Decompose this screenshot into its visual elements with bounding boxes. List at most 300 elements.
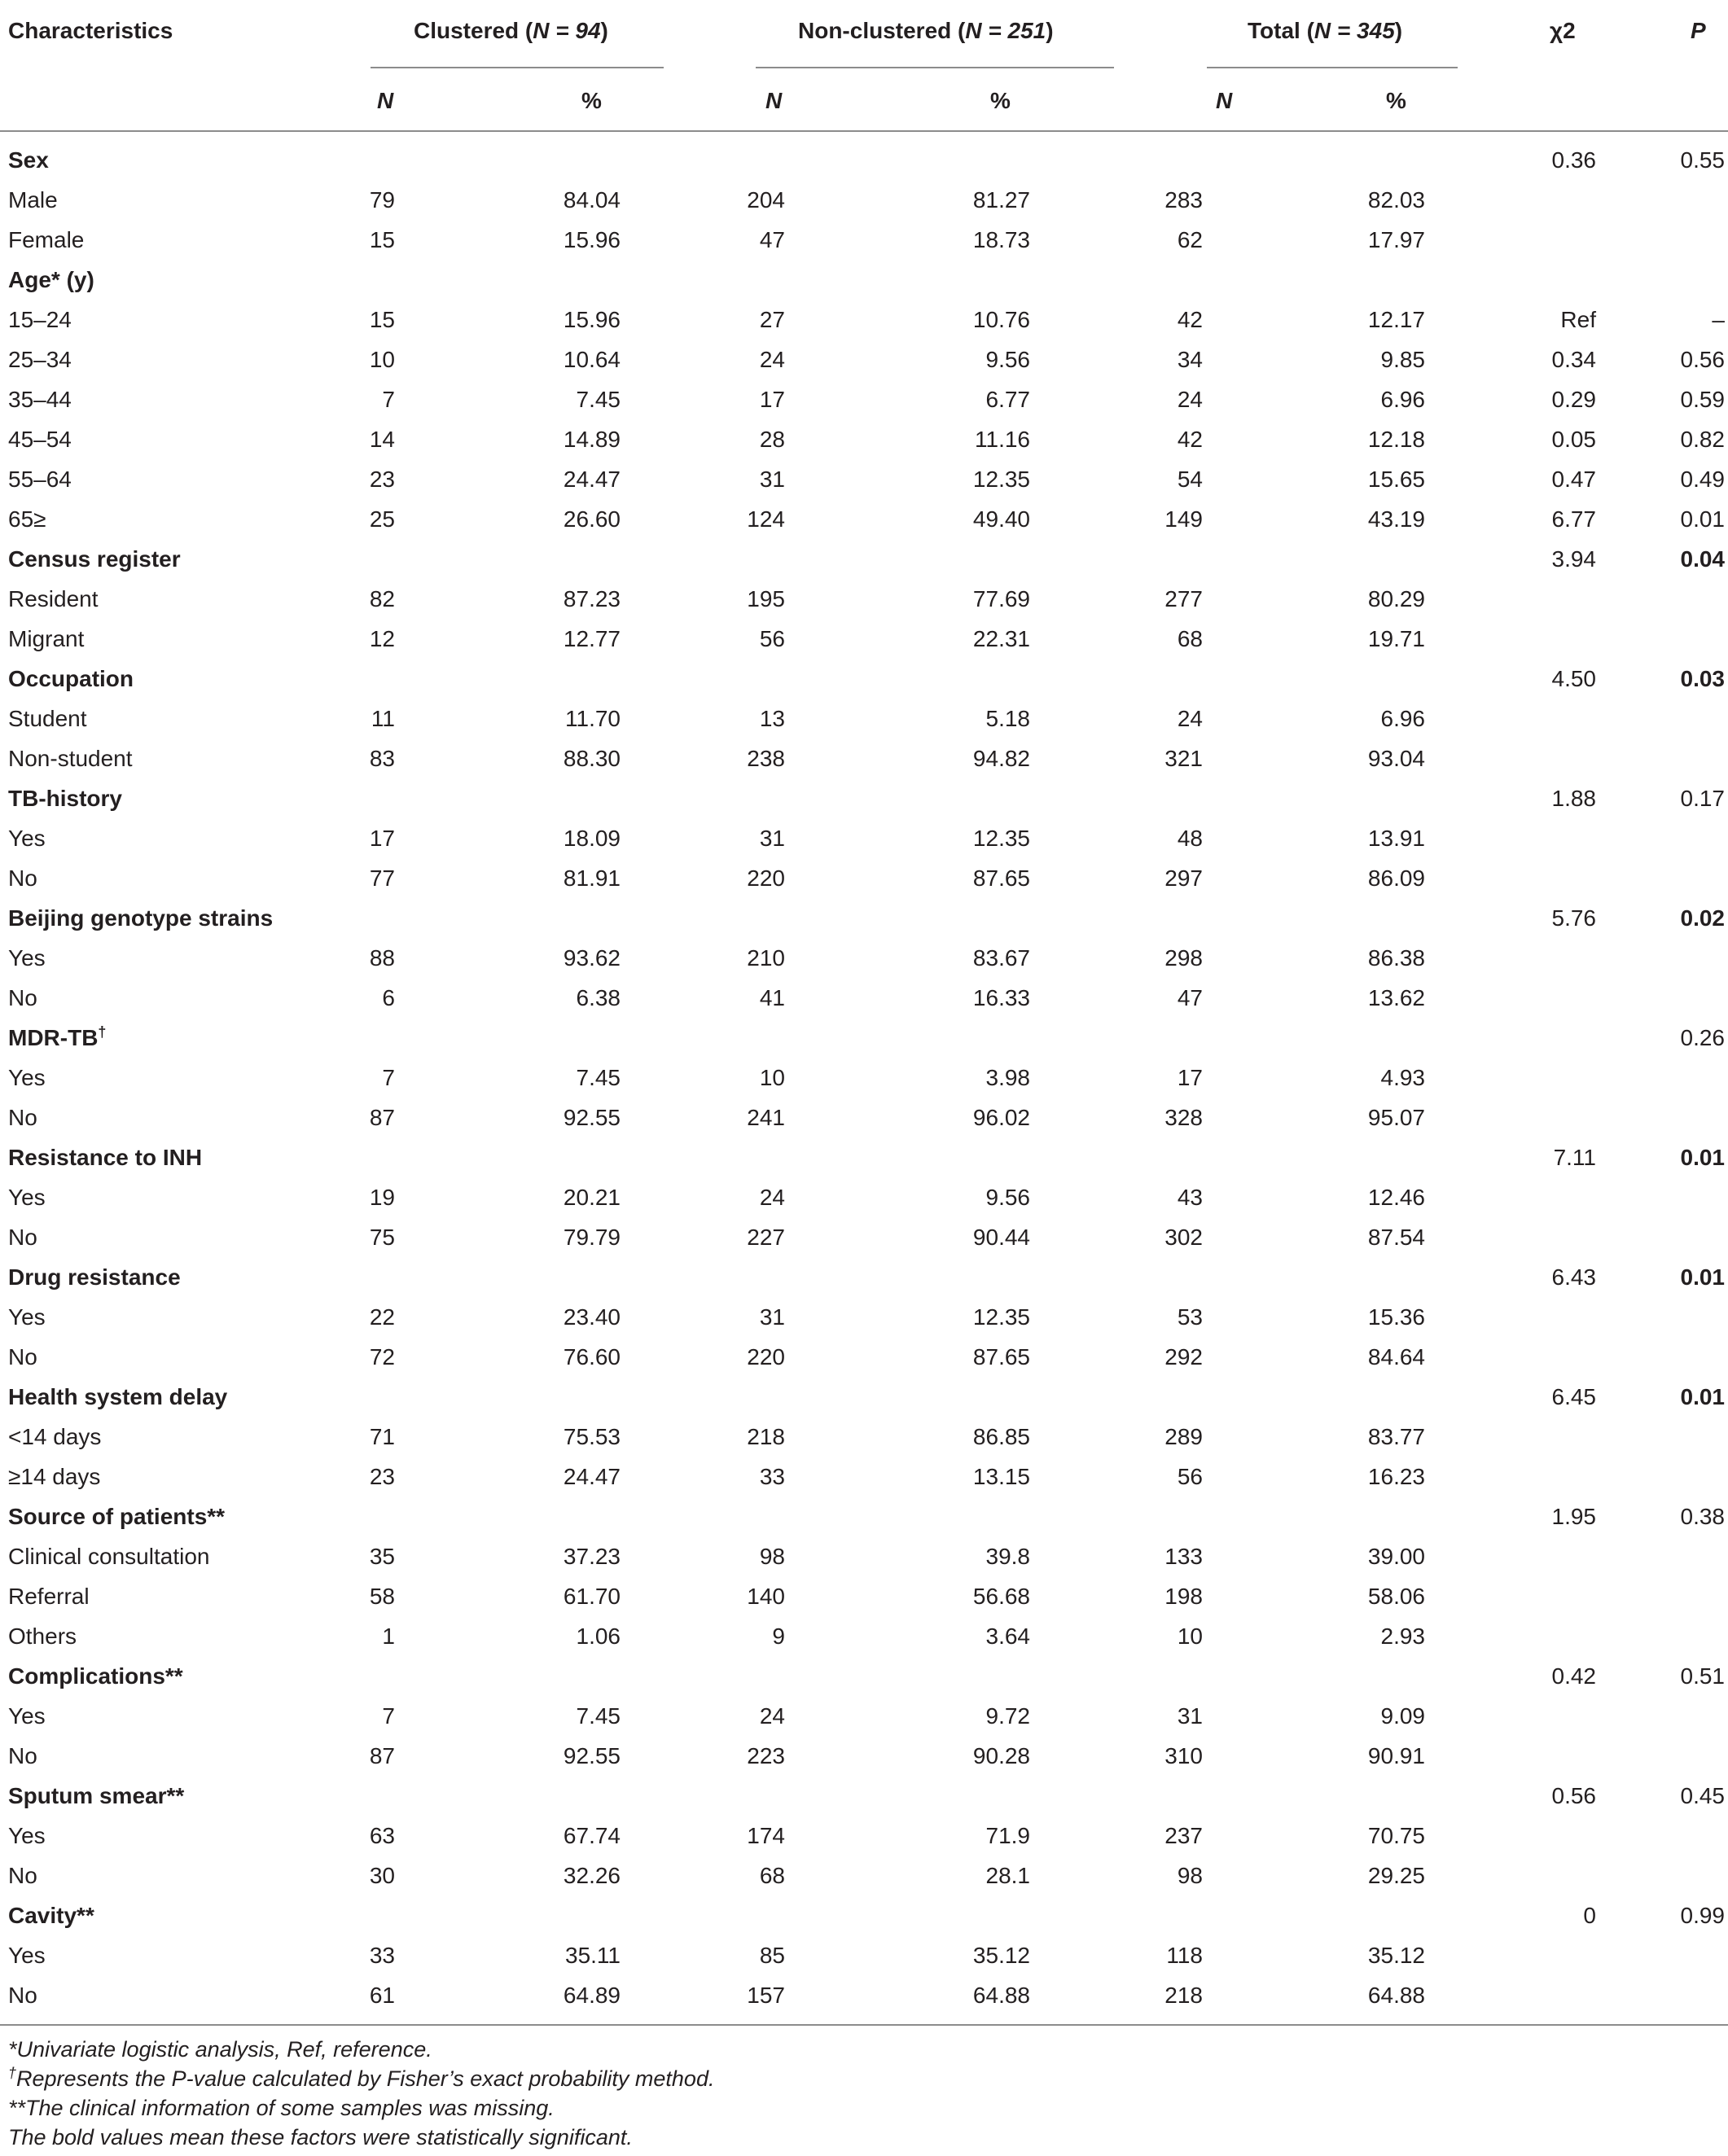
nonclustered-pct: 3.98 xyxy=(985,1065,1030,1090)
nonclustered-n: 24 xyxy=(759,347,785,372)
total-pct: 15.36 xyxy=(1367,1304,1425,1330)
nonclustered-n: 98 xyxy=(759,1544,785,1569)
total-pct: 82.03 xyxy=(1367,187,1425,213)
clustered-n: 15 xyxy=(369,307,395,332)
nonclustered-pct: 64.88 xyxy=(972,1983,1030,2008)
clustered-pct: 61.70 xyxy=(563,1584,621,1609)
table-row xyxy=(0,1696,1728,1736)
table-bottom-rule xyxy=(0,2024,1728,2026)
header-p xyxy=(1691,18,1706,44)
clustered-n: 35 xyxy=(369,1544,395,1569)
chi2-value: 0.42 xyxy=(1551,1663,1596,1689)
table-row xyxy=(0,619,1728,659)
nonclustered-pct: 3.64 xyxy=(985,1624,1030,1649)
total-n: 149 xyxy=(1164,506,1203,532)
total-n: 42 xyxy=(1177,427,1203,452)
nonclustered-pct: 16.33 xyxy=(972,985,1030,1010)
total-pct: 64.88 xyxy=(1367,1983,1425,2008)
nonclustered-n: 174 xyxy=(747,1823,785,1848)
header-nonclustered xyxy=(798,18,1054,44)
table-row xyxy=(0,738,1728,778)
nonclustered-pct: 11.16 xyxy=(975,427,1030,452)
table-row xyxy=(0,180,1728,220)
total-n: 68 xyxy=(1177,626,1203,651)
total-pct: 6.96 xyxy=(1380,706,1425,731)
nonclustered-pct: 90.28 xyxy=(972,1743,1030,1768)
clustered-pct: 64.89 xyxy=(563,1983,621,2008)
category-row xyxy=(0,659,1728,699)
p-value: 0.01 xyxy=(1680,1384,1725,1409)
total-pct: 13.62 xyxy=(1367,985,1425,1010)
total-pct: 86.09 xyxy=(1367,865,1425,891)
header-close-paren-2: ) xyxy=(1046,18,1054,43)
total-n: 56 xyxy=(1177,1464,1203,1489)
header-characteristics: Characteristics xyxy=(8,18,173,43)
nonclustered-pct: 83.67 xyxy=(972,945,1030,971)
total-pct: 87.54 xyxy=(1367,1225,1425,1250)
p-value: 0.49 xyxy=(1680,467,1725,492)
clustered-n: 7 xyxy=(382,387,395,412)
row-label: No xyxy=(8,1863,37,1888)
clustered-pct: 76.60 xyxy=(563,1344,621,1369)
clustered-pct: 1.06 xyxy=(576,1624,621,1649)
total-pct: 9.09 xyxy=(1380,1703,1425,1729)
table-row xyxy=(0,1297,1728,1337)
nonclustered-pct: 71.9 xyxy=(985,1823,1030,1848)
total-n: 321 xyxy=(1164,746,1203,771)
nonclustered-n: 33 xyxy=(759,1464,785,1489)
nonclustered-n: 56 xyxy=(759,626,785,651)
table-row xyxy=(0,1417,1728,1457)
total-n: 10 xyxy=(1177,1624,1203,1649)
nonclustered-n: 31 xyxy=(759,826,785,851)
p-value: 0.01 xyxy=(1680,1145,1725,1170)
nonclustered-n: 68 xyxy=(759,1863,785,1888)
total-pct: 2.93 xyxy=(1380,1624,1425,1649)
row-label: 35–44 xyxy=(8,387,72,412)
table-row xyxy=(0,938,1728,978)
clustered-pct: 7.45 xyxy=(576,1703,621,1729)
p-value: 0.01 xyxy=(1680,1264,1725,1290)
chi2-value: Ref xyxy=(1560,307,1596,332)
total-n: 62 xyxy=(1177,227,1203,252)
category-row xyxy=(0,1137,1728,1177)
header-nonclustered-n: N = 251 xyxy=(965,18,1046,43)
nonclustered-pct: 9.72 xyxy=(985,1703,1030,1729)
row-label: Drug resistance xyxy=(8,1264,181,1290)
chi2-value: 0.47 xyxy=(1551,467,1596,492)
nonclustered-pct: 49.40 xyxy=(972,506,1030,532)
row-label: Yes xyxy=(8,1823,46,1848)
row-label: No xyxy=(8,1344,37,1369)
clustered-pct: 7.45 xyxy=(576,387,621,412)
total-pct: 90.91 xyxy=(1367,1743,1425,1768)
table-row xyxy=(0,379,1728,419)
header-p-text: P xyxy=(1691,18,1706,43)
nonclustered-n: 210 xyxy=(747,945,785,971)
nonclustered-pct: 87.65 xyxy=(972,1344,1030,1369)
clustered-pct: 10.64 xyxy=(563,347,621,372)
clustered-pct: 88.30 xyxy=(563,746,621,771)
clustered-pct: 14.89 xyxy=(563,427,621,452)
clustered-pct: 32.26 xyxy=(563,1863,621,1888)
nonclustered-n: 140 xyxy=(747,1584,785,1609)
row-label: Complications** xyxy=(8,1663,183,1689)
header-close-paren-3: ) xyxy=(1394,18,1403,43)
total-pct: 70.75 xyxy=(1367,1823,1425,1848)
nonclustered-n: 195 xyxy=(747,586,785,611)
nonclustered-n: 17 xyxy=(759,387,785,412)
table-row xyxy=(0,1576,1728,1616)
row-label: No xyxy=(8,865,37,891)
total-pct: 86.38 xyxy=(1367,945,1425,971)
row-label: <14 days xyxy=(8,1424,102,1449)
nonclustered-n: 13 xyxy=(759,706,785,731)
category-row xyxy=(0,1257,1728,1297)
header-clustered-n: N = 94 xyxy=(533,18,601,43)
nonclustered-n: 85 xyxy=(759,1943,785,1968)
table-row xyxy=(0,579,1728,619)
table-row xyxy=(0,699,1728,738)
p-value: 0.55 xyxy=(1680,147,1725,173)
clustered-pct: 92.55 xyxy=(563,1743,621,1768)
clustered-pct: 6.38 xyxy=(576,985,621,1010)
total-n: 54 xyxy=(1177,467,1203,492)
chi2-value: 6.43 xyxy=(1551,1264,1596,1290)
total-n: 292 xyxy=(1164,1344,1203,1369)
category-row xyxy=(0,140,1728,180)
total-pct: 58.06 xyxy=(1367,1584,1425,1609)
row-label: Sputum smear** xyxy=(8,1783,185,1808)
total-n: 43 xyxy=(1177,1185,1203,1210)
chi2-value: 7.11 xyxy=(1553,1145,1596,1170)
total-n: 310 xyxy=(1164,1743,1203,1768)
row-label: Yes xyxy=(8,1304,46,1330)
nonclustered-n: 31 xyxy=(759,467,785,492)
nonclustered-n: 227 xyxy=(747,1225,785,1250)
p-value: 0.26 xyxy=(1680,1025,1725,1050)
header-clustered xyxy=(414,18,608,44)
total-pct: 4.93 xyxy=(1380,1065,1425,1090)
clustered-pct: 15.96 xyxy=(563,307,621,332)
category-row xyxy=(0,778,1728,818)
nonclustered-pct: 56.68 xyxy=(972,1584,1030,1609)
clustered-pct: 92.55 xyxy=(563,1105,621,1130)
nonclustered-n: 218 xyxy=(747,1424,785,1449)
row-label: Referral xyxy=(8,1584,90,1609)
nonclustered-pct: 22.31 xyxy=(972,626,1030,651)
row-label: 15–24 xyxy=(8,307,72,332)
nonclustered-pct: 12.35 xyxy=(972,826,1030,851)
total-pct: 9.85 xyxy=(1380,347,1425,372)
footnote-2-text: Represents the P-value calculated by Fisher’s exact probability method. xyxy=(16,2066,715,2091)
row-label: Yes xyxy=(8,1065,46,1090)
nonclustered-pct: 86.85 xyxy=(972,1424,1030,1449)
footnote-2 xyxy=(8,2066,714,2092)
total-n: 198 xyxy=(1164,1584,1203,1609)
clustered-n: 75 xyxy=(369,1225,395,1250)
row-label: Yes xyxy=(8,1943,46,1968)
row-label: Yes xyxy=(8,1703,46,1729)
nonclustered-pct: 94.82 xyxy=(972,746,1030,771)
total-pct: 84.64 xyxy=(1367,1344,1425,1369)
table-row xyxy=(0,858,1728,898)
nonclustered-pct: 87.65 xyxy=(972,865,1030,891)
sub-n-1: N xyxy=(377,88,394,113)
p-value: 0.99 xyxy=(1680,1903,1725,1928)
chi2-value: 0.05 xyxy=(1551,427,1596,452)
nonclustered-n: 31 xyxy=(759,1304,785,1330)
row-label: ≥14 days xyxy=(8,1464,101,1489)
clustered-n: 61 xyxy=(369,1983,395,2008)
category-row xyxy=(0,1377,1728,1417)
clustered-n: 12 xyxy=(369,626,395,651)
header-bottom-rule xyxy=(0,130,1728,132)
nonclustered-n: 10 xyxy=(759,1065,785,1090)
total-pct: 15.65 xyxy=(1367,467,1425,492)
nonclustered-pct: 6.77 xyxy=(985,387,1030,412)
total-n: 24 xyxy=(1177,706,1203,731)
table-row xyxy=(0,499,1728,539)
nonclustered-n: 124 xyxy=(747,506,785,532)
table-row xyxy=(0,1177,1728,1217)
clustered-pct: 18.09 xyxy=(563,826,621,851)
nonclustered-pct: 35.12 xyxy=(972,1943,1030,1968)
clustered-n: 10 xyxy=(369,347,395,372)
row-label: Non-student xyxy=(8,746,133,771)
row-label: No xyxy=(8,1743,37,1768)
row-label-dagger: † xyxy=(98,1023,107,1041)
row-label: Male xyxy=(8,187,58,213)
row-label: Health system delay xyxy=(8,1384,228,1409)
chi2-value: 1.88 xyxy=(1551,786,1596,811)
table-row xyxy=(0,300,1728,340)
nonclustered-n: 204 xyxy=(747,187,785,213)
header-total xyxy=(1248,18,1402,44)
nonclustered-pct: 18.73 xyxy=(972,227,1030,252)
total-n: 34 xyxy=(1177,347,1203,372)
row-label: 45–54 xyxy=(8,427,72,452)
p-value: – xyxy=(1712,307,1725,332)
clustered-n: 15 xyxy=(369,227,395,252)
total-pct: 6.96 xyxy=(1380,387,1425,412)
row-label: Resistance to INH xyxy=(8,1145,203,1170)
table-row xyxy=(0,419,1728,459)
table-row xyxy=(0,1217,1728,1257)
table-row xyxy=(0,1856,1728,1895)
row-label: Resident xyxy=(8,586,99,611)
clustered-pct: 20.21 xyxy=(563,1185,621,1210)
category-row xyxy=(0,260,1728,300)
clustered-pct: 12.77 xyxy=(563,626,621,651)
total-pct: 93.04 xyxy=(1367,746,1425,771)
total-pct: 12.17 xyxy=(1367,307,1425,332)
header-total-label: Total ( xyxy=(1248,18,1314,43)
nonclustered-pct: 81.27 xyxy=(972,187,1030,213)
clustered-n: 6 xyxy=(382,985,395,1010)
nonclustered-pct: 12.35 xyxy=(972,1304,1030,1330)
table-row xyxy=(0,1736,1728,1776)
total-n: 31 xyxy=(1177,1703,1203,1729)
clustered-n: 87 xyxy=(369,1105,395,1130)
footnote-1: *Univariate logistic analysis, Ref, reference. xyxy=(8,2037,432,2062)
nonclustered-n: 223 xyxy=(747,1743,785,1768)
p-value: 0.03 xyxy=(1680,666,1725,691)
total-pct: 16.23 xyxy=(1367,1464,1425,1489)
row-label: Migrant xyxy=(8,626,85,651)
clustered-n: 22 xyxy=(369,1304,395,1330)
nonclustered-underline xyxy=(756,67,1114,68)
total-pct: 83.77 xyxy=(1367,1424,1425,1449)
clustered-n: 19 xyxy=(369,1185,395,1210)
header-close-paren-1: ) xyxy=(600,18,608,43)
table-row xyxy=(0,1058,1728,1098)
clustered-pct: 15.96 xyxy=(563,227,621,252)
row-label: Sex xyxy=(8,147,49,173)
total-n: 48 xyxy=(1177,826,1203,851)
clustered-n: 63 xyxy=(369,1823,395,1848)
row-label: Female xyxy=(8,227,85,252)
clustered-n: 30 xyxy=(369,1863,395,1888)
clustered-pct: 24.47 xyxy=(563,1464,621,1489)
row-label: 65≥ xyxy=(8,506,46,532)
chi2-value: 6.77 xyxy=(1551,506,1596,532)
nonclustered-n: 241 xyxy=(747,1105,785,1130)
clustered-pct: 81.91 xyxy=(563,865,621,891)
total-n: 53 xyxy=(1177,1304,1203,1330)
clustered-pct: 23.40 xyxy=(563,1304,621,1330)
p-value: 0.17 xyxy=(1680,786,1725,811)
clustered-n: 11 xyxy=(371,706,395,731)
total-pct: 39.00 xyxy=(1367,1544,1425,1569)
nonclustered-n: 220 xyxy=(747,865,785,891)
row-label: Yes xyxy=(8,826,46,851)
table-row xyxy=(0,459,1728,499)
clustered-pct: 93.62 xyxy=(563,945,621,971)
table-row xyxy=(0,340,1728,379)
chi2-value: 0 xyxy=(1583,1903,1596,1928)
clustered-n: 82 xyxy=(369,586,395,611)
clustered-n: 33 xyxy=(369,1943,395,1968)
sub-pct-2: % xyxy=(990,88,1011,113)
nonclustered-n: 238 xyxy=(747,746,785,771)
clustered-n: 23 xyxy=(369,467,395,492)
clustered-pct: 79.79 xyxy=(563,1225,621,1250)
row-label: Clinical consultation xyxy=(8,1544,210,1569)
total-n: 118 xyxy=(1166,1943,1203,1968)
row-label: Student xyxy=(8,706,87,731)
nonclustered-pct: 13.15 xyxy=(972,1464,1030,1489)
sub-n-3: N xyxy=(1216,88,1233,113)
table-row xyxy=(0,1975,1728,2015)
p-value: 0.02 xyxy=(1680,905,1725,931)
chi2-value: 1.95 xyxy=(1551,1504,1596,1529)
total-n: 237 xyxy=(1164,1823,1203,1848)
clustered-pct: 67.74 xyxy=(563,1823,621,1848)
clustered-n: 7 xyxy=(382,1065,395,1090)
total-n: 47 xyxy=(1177,985,1203,1010)
clustered-n: 14 xyxy=(369,427,395,452)
clustered-n: 71 xyxy=(369,1424,395,1449)
clustered-n: 25 xyxy=(369,506,395,532)
table-row xyxy=(0,1935,1728,1975)
sub-n-2: N xyxy=(765,88,783,113)
header-nonclustered-label: Non-clustered ( xyxy=(798,18,966,43)
row-label: No xyxy=(8,1225,37,1250)
chi2-value: 6.45 xyxy=(1551,1384,1596,1409)
total-n: 302 xyxy=(1164,1225,1203,1250)
clustered-pct: 24.47 xyxy=(563,467,621,492)
clustered-n: 79 xyxy=(369,187,395,213)
clustered-pct: 11.70 xyxy=(565,706,621,731)
p-value: 0.01 xyxy=(1680,506,1725,532)
row-label: No xyxy=(8,1105,37,1130)
p-value: 0.82 xyxy=(1680,427,1725,452)
total-underline xyxy=(1207,67,1458,68)
row-label: TB-history xyxy=(8,786,122,811)
clustered-pct: 75.53 xyxy=(563,1424,621,1449)
chi2-value: 3.94 xyxy=(1551,546,1596,572)
nonclustered-pct: 12.35 xyxy=(972,467,1030,492)
nonclustered-pct: 90.44 xyxy=(972,1225,1030,1250)
clustered-n: 77 xyxy=(369,865,395,891)
nonclustered-n: 24 xyxy=(759,1703,785,1729)
clustered-n: 7 xyxy=(382,1703,395,1729)
row-label: Yes xyxy=(8,945,46,971)
category-row xyxy=(0,1018,1728,1058)
nonclustered-pct: 5.18 xyxy=(985,706,1030,731)
table-row xyxy=(0,220,1728,260)
nonclustered-n: 41 xyxy=(759,985,785,1010)
category-row xyxy=(0,1776,1728,1816)
table-row xyxy=(0,978,1728,1018)
header-clustered-label: Clustered ( xyxy=(414,18,533,43)
total-pct: 29.25 xyxy=(1367,1863,1425,1888)
p-value: 0.51 xyxy=(1680,1663,1725,1689)
clustered-n: 17 xyxy=(369,826,395,851)
total-n: 289 xyxy=(1164,1424,1203,1449)
table-row xyxy=(0,1337,1728,1377)
clustered-underline xyxy=(371,67,664,68)
chi2-value: 4.50 xyxy=(1551,666,1596,691)
total-n: 98 xyxy=(1177,1863,1203,1888)
p-value: 0.38 xyxy=(1680,1504,1725,1529)
clustered-n: 58 xyxy=(369,1584,395,1609)
total-pct: 19.71 xyxy=(1367,626,1425,651)
row-label: No xyxy=(8,985,37,1010)
nonclustered-n: 27 xyxy=(759,307,785,332)
table-row xyxy=(0,1536,1728,1576)
footnote-3: **The clinical information of some samples was missing. xyxy=(8,2096,555,2120)
clustered-pct: 84.04 xyxy=(563,187,621,213)
nonclustered-n: 24 xyxy=(759,1185,785,1210)
category-row xyxy=(0,1656,1728,1696)
total-pct: 12.18 xyxy=(1367,427,1425,452)
nonclustered-pct: 9.56 xyxy=(985,347,1030,372)
total-n: 283 xyxy=(1164,187,1203,213)
total-pct: 13.91 xyxy=(1367,826,1425,851)
nonclustered-n: 9 xyxy=(772,1624,785,1649)
nonclustered-pct: 9.56 xyxy=(985,1185,1030,1210)
row-label: Cavity** xyxy=(8,1903,94,1928)
total-pct: 35.12 xyxy=(1367,1943,1425,1968)
row-label: 25–34 xyxy=(8,347,72,372)
clustered-n: 1 xyxy=(382,1624,395,1649)
total-n: 42 xyxy=(1177,307,1203,332)
table-row xyxy=(0,818,1728,858)
total-n: 133 xyxy=(1164,1544,1203,1569)
chi2-value: 0.29 xyxy=(1551,387,1596,412)
